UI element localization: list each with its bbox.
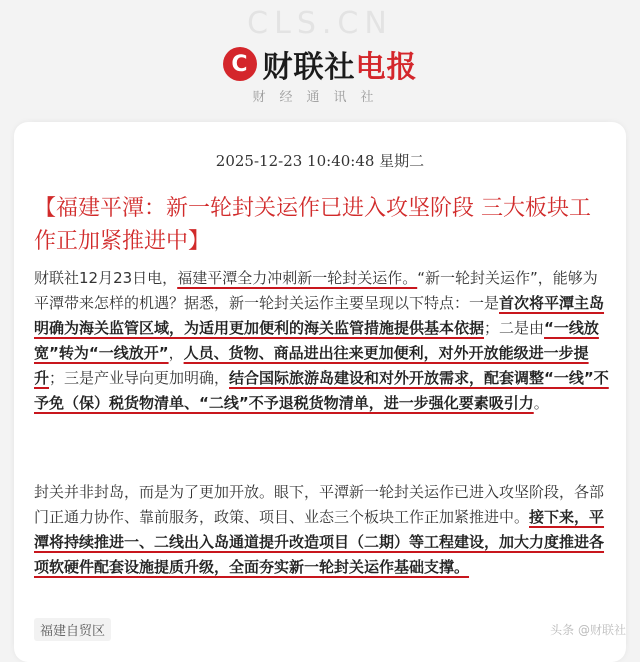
article-datetime: 2025-12-23 10:40:48 星期二: [215, 152, 425, 170]
article-paragraph-2: [34, 480, 609, 580]
paragraph-segment: 。: [533, 394, 549, 412]
paragraph-segment: 接下来，平潭将持续推进一、二线出入岛通道提升改造项目（二期）等工程建设，加大力度推进各项软硬件配套设施提质升级，全面夯实新一轮封关运作基础支撑。: [34, 508, 605, 576]
paragraph-segment: ，: [168, 344, 184, 362]
paragraph-segment: 人员、货物、商品进出往来更加便利，对外开放能级进一步提升: [34, 344, 589, 387]
paragraph-segment: ；三是产业导向更加明确，: [49, 369, 230, 387]
footer-watermark: 头条 @财联社: [550, 623, 626, 637]
brand-name-part1: 财联社: [262, 50, 356, 85]
paragraph-segment: “新一轮封关运作”，能够为平潭带来怎样的机遇？据悉，新一轮封关运作主要呈现以下特点：一是: [34, 269, 598, 312]
article-paragraph-1: [34, 266, 609, 416]
brand-logo: [0, 42, 640, 86]
brand-name-part2: 电报: [355, 50, 418, 85]
paragraph-segment: 封关并非封岛，而是为了更加开放。眼下，平潭新一轮封关运作已进入攻坚阶段，各部门正通力协作、靠前服务，政策、项目、业态三个板块工作正加紧推进中。: [34, 483, 605, 526]
watermark-text: CLS.CN: [247, 6, 393, 41]
paragraph-segment: 财联社12月23日电，: [34, 269, 178, 287]
cls-logo-icon: C: [223, 47, 257, 81]
brand-subtitle: 财经通讯社: [252, 90, 388, 105]
topic-tag[interactable]: 福建自贸区: [34, 618, 111, 641]
brand-name: [263, 42, 418, 86]
paragraph-segment: 首次将平潭主岛明确为海关监管区域，为适用更加便利的海关监管措施提供基本依据: [34, 294, 605, 337]
paragraph-segment: ；二是由: [484, 319, 545, 337]
paragraph-segment: 福建平潭全力冲刺新一轮封关运作。: [177, 269, 418, 287]
article-card: [14, 122, 626, 662]
article-title: 【福建平潭：新一轮封关运作已进入攻坚阶段 三大板块工作正加紧推进中】: [34, 196, 591, 254]
paragraph-segment: “一线放宽”转为“一线放开”: [34, 319, 599, 362]
paragraph-segment: 结合国际旅游岛建设和对外开放需求，配套调整“一线”不予免（保）税货物清单、“二线”不予退税货物清单，进一步强化要素吸引力: [34, 369, 609, 412]
